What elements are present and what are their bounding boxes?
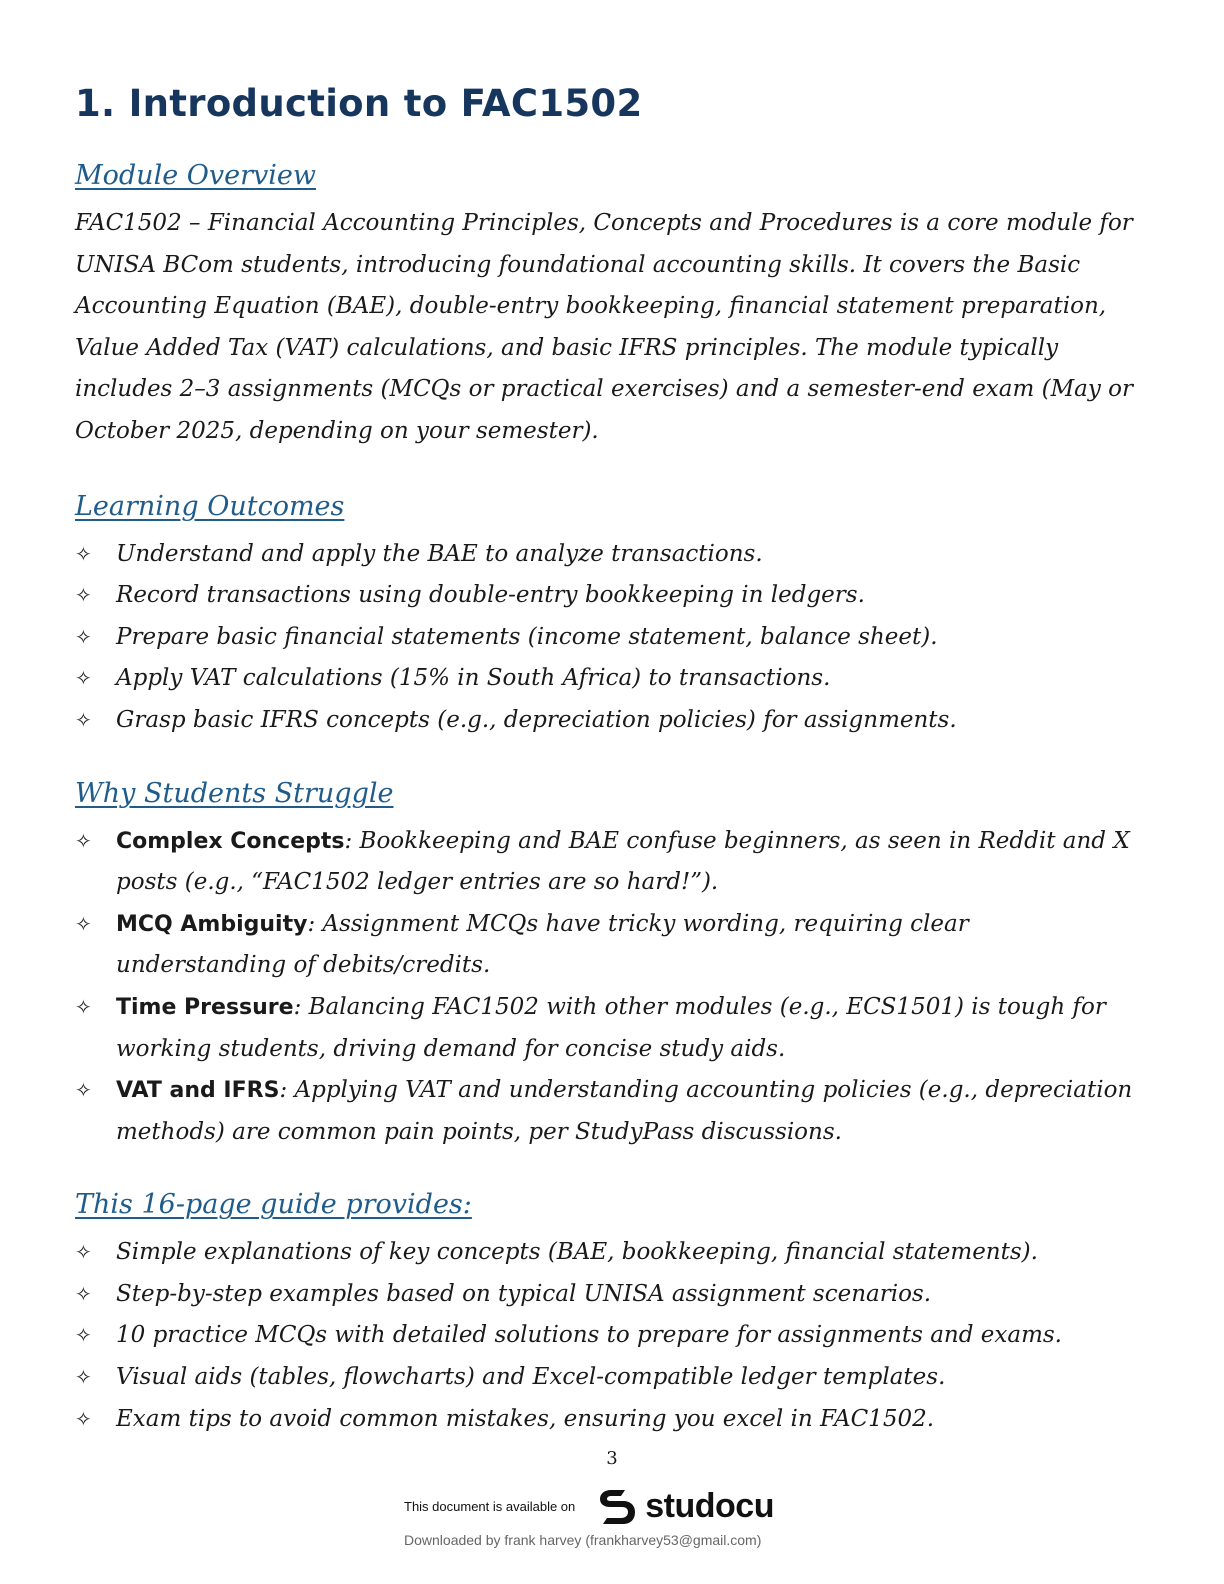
term-label: MCQ Ambiguity	[116, 911, 308, 937]
list-item: ✧ Time Pressure: Balancing FAC1502 with other modules (e.g., ECS1501) is tough for working students, driving demand for concise study aids.	[75, 987, 1146, 1070]
list-item: ✧ Record transactions using double-entry bookkeeping in ledgers.	[75, 575, 1146, 617]
list-item: ✧ MCQ Ambiguity: Assignment MCQs have tricky wording, requiring clear understanding of debits/credits.	[75, 904, 1146, 987]
star-bullet-icon: ✧	[75, 1365, 92, 1390]
page-title: 1. Introduction to FAC1502	[75, 82, 643, 125]
term-label: Time Pressure	[116, 994, 294, 1020]
section-heading-outcomes: Learning Outcomes	[75, 490, 345, 522]
page-number: 3	[606, 1448, 618, 1469]
studocu-logo-icon	[595, 1484, 639, 1528]
list-item: ✧ Complex Concepts: Bookkeeping and BAE confuse beginners, as seen in Reddit and X posts (e.g., “FAC1502 ledger entries are so hard!”).	[75, 821, 1146, 904]
star-bullet-icon: ✧	[75, 1406, 92, 1431]
outcomes-list	[75, 534, 1155, 742]
list-item: ✧ VAT and IFRS: Applying VAT and understanding accounting policies (e.g., depreciation methods) are common pain points, per StudyPass discussions.	[75, 1070, 1146, 1153]
term-label: Complex Concepts	[116, 828, 345, 854]
document-page	[75, 82, 1155, 1440]
list-item: ✧ Step-by-step examples based on typical UNISA assignment scenarios.	[75, 1274, 1146, 1316]
list-item: ✧ Simple explanations of key concepts (BAE, bookkeeping, financial statements).	[75, 1232, 1146, 1274]
star-bullet-icon: ✧	[75, 541, 92, 566]
list-item: ✧ Apply VAT calculations (15% in South Africa) to transactions.	[75, 658, 1146, 700]
star-bullet-icon: ✧	[75, 624, 92, 649]
star-bullet-icon: ✧	[75, 1078, 92, 1103]
list-item: ✧ Exam tips to avoid common mistakes, ensuring you excel in FAC1502.	[75, 1399, 1146, 1441]
star-bullet-icon: ✧	[75, 707, 92, 732]
list-item: ✧ Grasp basic IFRS concepts (e.g., depreciation policies) for assignments.	[75, 700, 1146, 742]
section-heading-overview: Module Overview	[75, 160, 317, 191]
star-bullet-icon: ✧	[75, 1323, 92, 1348]
footer-banner[interactable]	[404, 1484, 774, 1528]
list-item: ✧ Understand and apply the BAE to analyze transactions.	[75, 534, 1146, 576]
star-bullet-icon: ✧	[75, 1240, 92, 1265]
star-bullet-icon: ✧	[75, 828, 92, 853]
star-bullet-icon: ✧	[75, 583, 92, 608]
star-bullet-icon: ✧	[75, 911, 92, 936]
guide-list	[75, 1232, 1155, 1440]
studocu-brand: studocu	[645, 1486, 774, 1525]
star-bullet-icon: ✧	[75, 666, 92, 691]
available-on-text: This document is available on	[404, 1498, 576, 1514]
section-heading-struggle: Why Students Struggle	[75, 777, 394, 809]
downloaded-by-text: Downloaded by frank harvey (frankharvey53@gmail.com)	[404, 1532, 762, 1548]
star-bullet-icon: ✧	[75, 994, 92, 1019]
struggle-list	[75, 821, 1155, 1154]
list-item: ✧ Prepare basic financial statements (income statement, balance sheet).	[75, 617, 1146, 659]
star-bullet-icon: ✧	[75, 1281, 92, 1306]
list-item: ✧ Visual aids (tables, flowcharts) and Excel-compatible ledger templates.	[75, 1357, 1146, 1399]
list-item: ✧ 10 practice MCQs with detailed solutions to prepare for assignments and exams.	[75, 1315, 1146, 1357]
term-label: VAT and IFRS	[116, 1078, 280, 1104]
section-heading-guide: This 16-page guide provides:	[75, 1189, 472, 1221]
overview-paragraph: FAC1502 – Financial Accounting Principles, Concepts and Procedures is a core module for UNISA BCom students, introducing foundational accounting skills. It covers the Basic Accounting Equation (BAE), double-entry bookkeeping, financial statement preparation, Value Added Tax (VAT) calculations, and basic IFRS principles. The module typically includes 2–3 assignments (MCQs or practical exercises) and a semester-end exam (May or October 2025, depending on your semester).	[75, 210, 1133, 444]
